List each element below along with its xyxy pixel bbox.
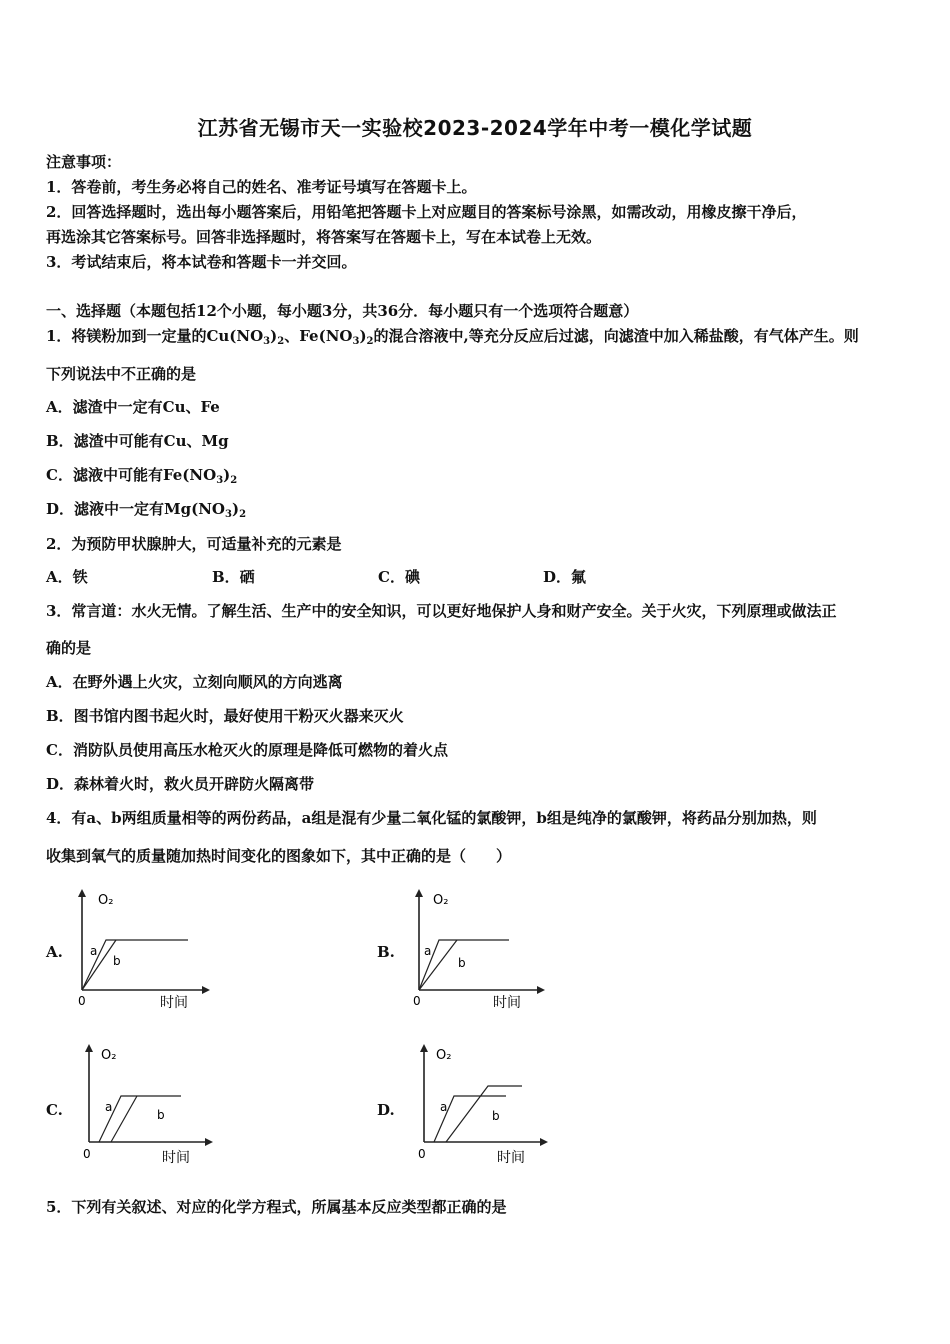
q4-stem-cont: 收集到氧气的质量随加热时间变化的图象如下，其中正确的是（ ） bbox=[46, 847, 512, 865]
y-axis-label: O₂ bbox=[436, 1048, 452, 1063]
y-axis-label: O₂ bbox=[101, 1048, 117, 1063]
q1-option-c: C．滤液中可能有$Fe(NO_3)_2$ bbox=[46, 466, 238, 486]
q3-option-c: C．消防队员使用高压水枪灭火的原理是降低可燃物的着火点 bbox=[46, 741, 448, 759]
origin-label: 0 bbox=[413, 994, 421, 1008]
q2-option-d: D．氟 bbox=[543, 568, 587, 586]
q3-option-a: A．在野外遇上火灾，立刻向顺风的方向逃离 bbox=[46, 673, 343, 691]
y-axis-label: O₂ bbox=[433, 893, 449, 908]
q2-stem: 2．为预防甲状腺肿大，可适量补充的元素是 bbox=[46, 535, 342, 553]
x-axis-label: 时间 bbox=[162, 1150, 190, 1166]
line-a-label: a bbox=[90, 944, 98, 958]
q5-stem: 5．下列有关叙述、对应的化学方程式，所属基本反应类型都正确的是 bbox=[46, 1198, 507, 1216]
x-axis-label: 时间 bbox=[160, 995, 188, 1010]
origin-label: 0 bbox=[83, 1147, 91, 1161]
notice-item-1: 1．答卷前，考生务必将自己的姓名、准考证号填写在答题卡上。 bbox=[46, 178, 477, 196]
q1-option-a: A．滤渣中一定有Cu、Fe bbox=[46, 398, 220, 416]
q1-option-d: D．滤液中一定有$Mg(NO_3)_2$ bbox=[46, 500, 247, 520]
q1-stem-cont: 下列说法中不正确的是 bbox=[46, 365, 197, 383]
x-axis-label: 时间 bbox=[493, 995, 521, 1010]
line-a-label: a bbox=[424, 944, 432, 958]
notice-heading: 注意事项： bbox=[46, 153, 122, 171]
q3-option-d: D．森林着火时，救火员开辟防火隔离带 bbox=[46, 775, 315, 793]
line-b-label: b bbox=[157, 1108, 165, 1122]
q2-option-b: B．硒 bbox=[212, 568, 255, 586]
notice-item-2: 2．回答选择题时，选出每小题答案后，用铅笔把答题卡上对应题目的答案标号涂黑，如需改动，用橡皮擦干净后， bbox=[46, 203, 807, 221]
q4-stem: 4．有a、b两组质量相等的两份药品，a组是混有少量二氧化锰的氯酸钾，b组是纯净的氯酸钾，将药品分别加热，则 bbox=[46, 809, 817, 827]
q3-stem-cont: 确的是 bbox=[46, 639, 92, 657]
line-a-label: a bbox=[440, 1100, 448, 1114]
q4-graph-b-label: B. bbox=[377, 943, 395, 961]
origin-label: 0 bbox=[78, 994, 86, 1008]
q4-graph-c-label: C. bbox=[46, 1101, 63, 1119]
q4-graph-b bbox=[405, 885, 545, 1010]
q4-graph-a bbox=[70, 885, 210, 1010]
notice-item-3: 3．考试结束后，将本试卷和答题卡一并交回。 bbox=[46, 253, 357, 271]
line-b-label: b bbox=[458, 956, 466, 970]
q4-graph-d bbox=[410, 1040, 550, 1170]
q4-graph-a-label: A. bbox=[46, 943, 63, 961]
notice-item-2-cont: 再选涂其它答案标号。回答非选择题时，将答案写在答题卡上，写在本试卷上无效。 bbox=[46, 228, 602, 246]
y-axis-label: O₂ bbox=[98, 893, 114, 908]
q3-option-b: B．图书馆内图书起火时，最好使用干粉灭火器来灭火 bbox=[46, 707, 404, 725]
q1-option-b: B．滤渣中可能有Cu、Mg bbox=[46, 432, 229, 450]
q1-stem: 1．将镁粉加到一定量的$Cu(NO_3)_2$、$Fe(NO_3)_2$的混合溶液中,等充分反应后过滤，向滤渣中加入稀盐酸，有气体产生。则 bbox=[46, 327, 859, 347]
q3-stem: 3．常言道：水火无情。了解生活、生产中的安全知识，可以更好地保护人身和财产安全。关于火灾，下列原理或做法正 bbox=[46, 602, 837, 620]
page-title: 江苏省无锡市天一实验校2023-2024学年中考一模化学试题 bbox=[197, 116, 753, 140]
line-a-label: a bbox=[105, 1100, 113, 1114]
section-heading: 一、选择题（本题包括12个小题，每小题3分，共36分．每小题只有一个选项符合题意） bbox=[46, 302, 639, 320]
q2-option-c: C．碘 bbox=[378, 568, 420, 586]
line-b-label: b bbox=[113, 954, 121, 968]
q4-graph-d-label: D. bbox=[377, 1101, 395, 1119]
q2-option-a: A．铁 bbox=[46, 568, 88, 586]
line-b-label: b bbox=[492, 1109, 500, 1123]
x-axis-label: 时间 bbox=[497, 1150, 525, 1166]
q4-graph-c bbox=[75, 1040, 215, 1170]
origin-label: 0 bbox=[418, 1147, 426, 1161]
